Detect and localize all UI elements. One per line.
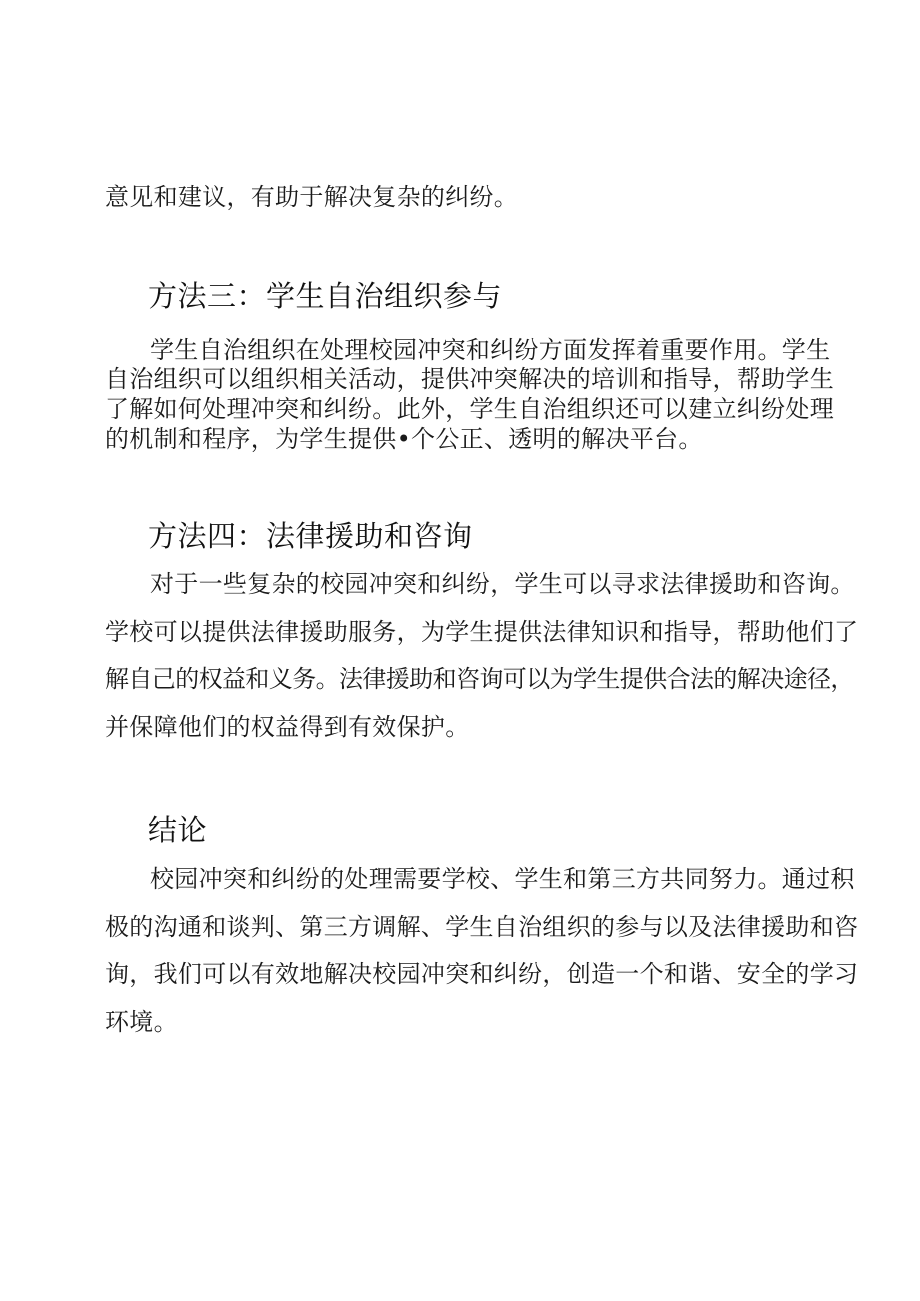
paragraph-line: 意见和建议，有助于解决复杂的纠纷。 <box>105 183 519 211</box>
paragraph-line: 了解如何处理冲突和纠纷。此外，学生自治组织还可以建立纠纷处理 <box>105 395 834 423</box>
section-heading-method-3: 方法三：学生自治组织参与 <box>148 279 503 313</box>
section-heading-method-4: 方法四：法律援助和咨询 <box>148 519 473 553</box>
section-heading-conclusion: 结论 <box>148 813 208 847</box>
paragraph-line: 校园冲突和纠纷的处理需要学校、学生和第三方共同努力。通过积 <box>150 865 855 893</box>
paragraph-line: 对于一些复杂的校园冲突和纠纷，学生可以寻求法律援助和咨询。 <box>150 570 855 598</box>
paragraph-line: 学生自治组织在处理校园冲突和纠纷方面发挥着重要作用。学生 <box>150 336 831 364</box>
paragraph-line: 解自己的权益和义务。法律援助和咨询可以为学生提供合法的解决途径， <box>105 665 854 693</box>
paragraph-line: 自治组织可以组织相关活动，提供冲突解决的培训和指导，帮助学生 <box>105 365 834 393</box>
paragraph-line: 学校可以提供法律援助服务，为学生提供法律知识和指导，帮助他们了 <box>105 618 859 646</box>
paragraph-line: 询，我们可以有效地解决校园冲突和纠纷，创造一个和谐、安全的学习 <box>105 960 859 988</box>
paragraph-line: 并保障他们的权益得到有效保护。 <box>105 713 470 741</box>
paragraph-line: 环境。 <box>105 1008 178 1036</box>
paragraph-line: 极的沟通和谈判、第三方调解、学生自治组织的参与以及法律援助和咨 <box>105 913 859 941</box>
paragraph-line: 的机制和程序，为学生提供•个公正、透明的解决平台。 <box>105 425 703 453</box>
